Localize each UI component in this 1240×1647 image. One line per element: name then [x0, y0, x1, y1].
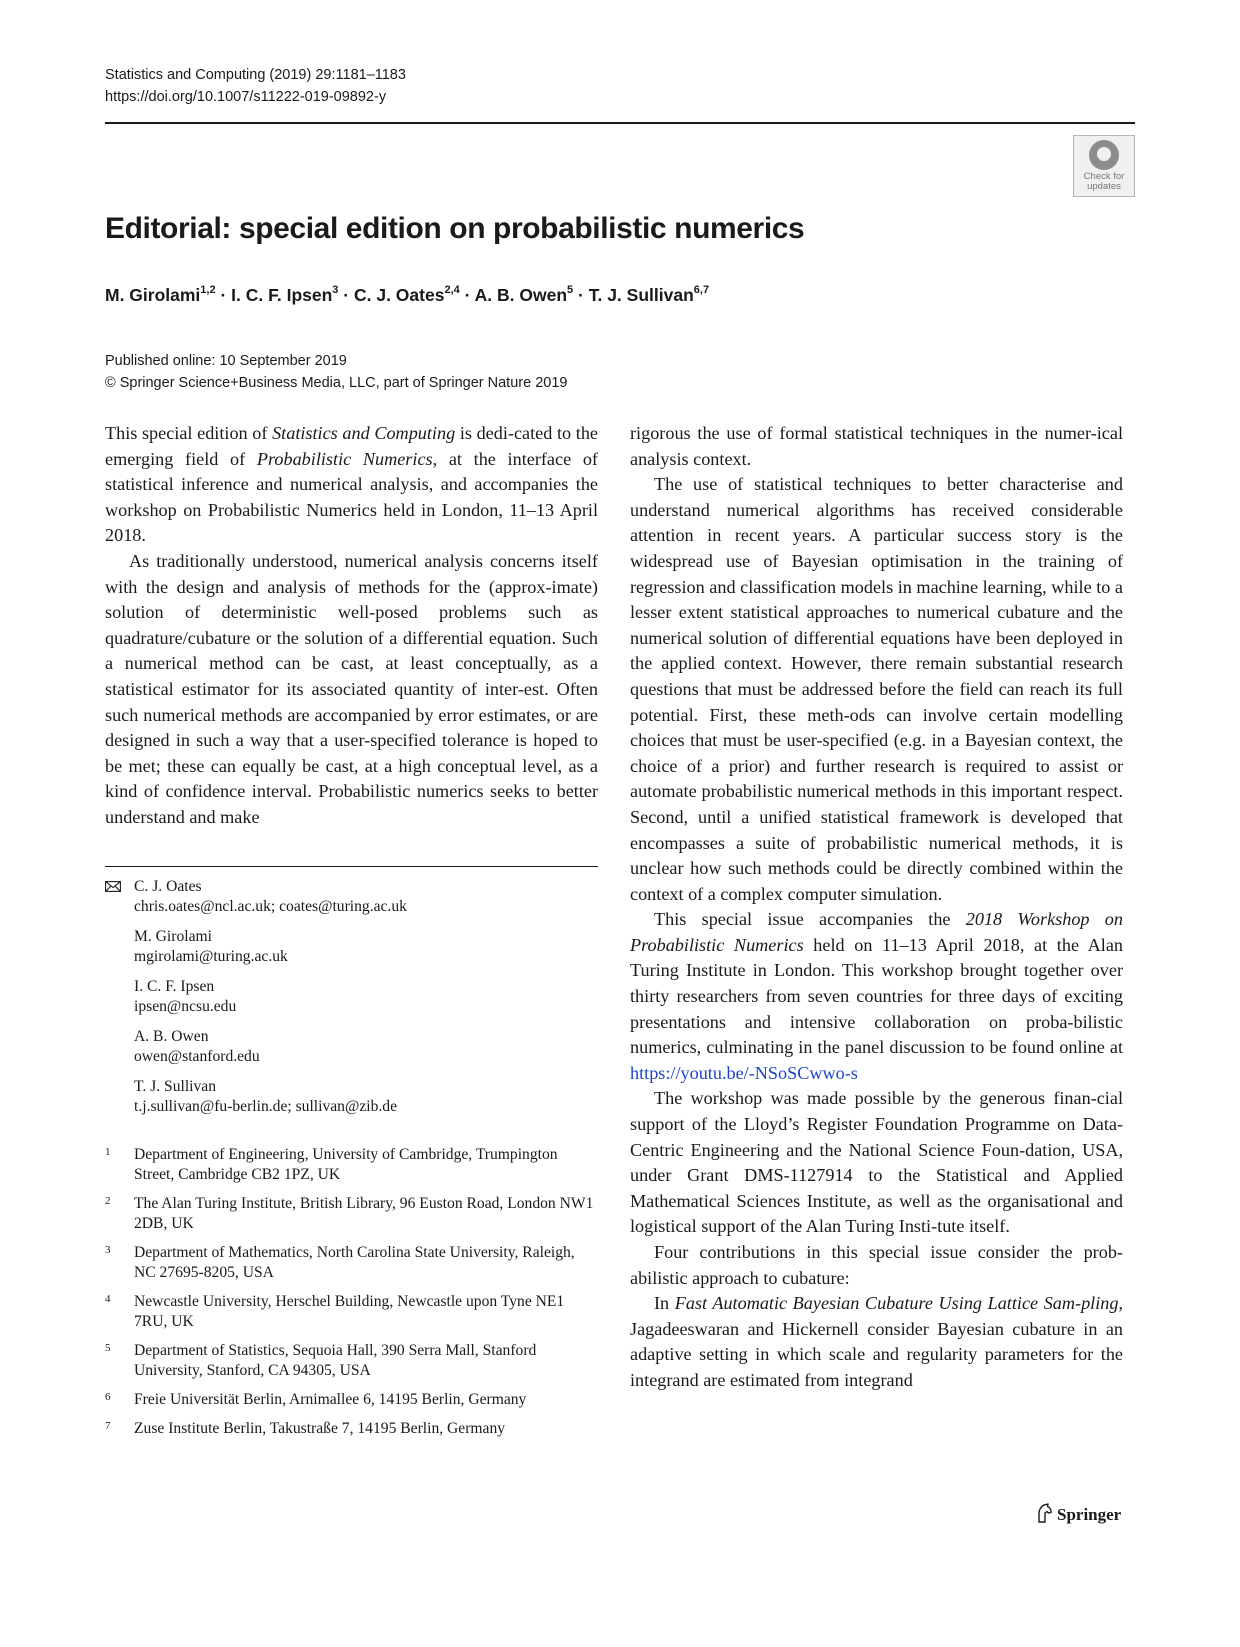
affiliation-item	[105, 1341, 598, 1381]
contact-name: I. C. F. Ipsen	[134, 978, 215, 995]
affiliation-text: Department of Engineering, University of Cambridge, Trumpington Street, Cambridge CB2 1PZ, UK	[134, 1146, 558, 1183]
workshop-video-link[interactable]: https://youtu.be/-NSoSCwwo-s	[630, 1062, 858, 1083]
check-for-updates-button[interactable]	[1073, 135, 1135, 197]
affiliation-item	[105, 1419, 598, 1439]
body-paragraph: rigorous the use of formal statistical techniques in the numer-ical analysis context.	[630, 423, 1123, 469]
body-paragraph: In Fast Automatic Bayesian Cubature Using Lattice Sam-pling, Jagadeeswaran and Hickernell consider Bayesian cubature in an adaptive setting in which scale and regularity parameters for the integrand are estimated from integrand	[630, 1293, 1124, 1390]
contact-name: T. J. Sullivan	[134, 1078, 217, 1095]
copyright-line: © Springer Science+Business Media, LLC, part of Springer Nature 2019	[105, 375, 568, 391]
author-separator: ·	[338, 285, 354, 305]
contact-email[interactable]: chris.oates@ncl.ac.uk; coates@turing.ac.uk	[134, 898, 407, 915]
author-name[interactable]: C. J. Oates	[353, 285, 445, 305]
affiliation-number: 7	[105, 1420, 111, 1432]
published-date: Published online: 10 September 2019	[105, 353, 347, 369]
contact-name: M. Girolami	[134, 928, 212, 945]
contact-entry	[105, 927, 598, 967]
contact-entry	[105, 1077, 598, 1117]
author-affil-ref: 2,4	[444, 284, 460, 296]
body-paragraph: Four contributions in this special issue consider the prob-abilistic approach to cubature:	[630, 1242, 1123, 1288]
author-name[interactable]: I. C. F. Ipsen	[231, 285, 333, 305]
affiliation-number: 4	[105, 1293, 111, 1305]
article-title: Editorial: special edition on probabilistic numerics	[105, 212, 805, 245]
author-name[interactable]: A. B. Owen	[474, 285, 568, 305]
body-paragraph: As traditionally understood, numerical analysis concerns itself with the design and analysis of methods for the (approx-imate) solution of deterministic well-posed problems such as quadrature/cubature or the solution of a differential equation. Such a numerical method can be cast, at least conceptually, as a statistical estimator for its associated quantity of inter-est. Often such numerical methods are accompanied by error estimates, or are designed in such a way that a user-specified tolerance is hoped to be met; these can equally be cast, at a high conceptual level, as a kind of confidence interval. Probabilistic numerics seeks to better understand and make	[105, 550, 598, 827]
doi-link[interactable]: https://doi.org/10.1007/s11222-019-09892-y	[105, 89, 387, 105]
body-paragraph: The use of statistical techniques to better characterise and understand numerical algorithms has received considerable attention in recent years. A particular success story is the widespread use of Bayesian optimisation in the training of regression and classification models in machine learning, while to a lesser extent statistical approaches to numerical cubature and the numerical solution of differential equations have been deployed in the applied context. However, there remain substantial research questions that must be addressed before the field can reach its full potential. First, these meth-ods can involve certain modelling choices that must be user-specified (e.g. in a Bayesian context, the choice of a prior) and further research is required to assist or automate probabilistic numerical methods in this important respect. Second, until a unified statistical framework is developed that encompasses a suite of probabilistic numerical methods, it is unclear how such methods could be directly combined within the context of a complex computer simulation.	[630, 474, 1123, 904]
affiliations-list	[105, 1145, 598, 1448]
check-updates-label-2: updates	[1087, 181, 1121, 192]
contact-entry	[105, 877, 598, 917]
journal-header	[105, 64, 406, 108]
affiliation-item	[105, 1292, 598, 1332]
author-separator: ·	[215, 285, 232, 305]
affiliation-text: Newcastle University, Herschel Building, Newcastle upon Tyne NE1 7RU, UK	[134, 1293, 565, 1330]
left-column	[105, 421, 598, 831]
contact-email[interactable]: t.j.sullivan@fu-berlin.de; sullivan@zib.de	[134, 1098, 398, 1115]
affiliation-text: Department of Mathematics, North Carolina State University, Raleigh, NC 27695-8205, USA	[134, 1244, 575, 1281]
author-name[interactable]: M. Girolami	[105, 285, 201, 305]
body-paragraph: This special edition of Statistics and Computing is dedi-cated to the emerging field of Probabilistic Numerics, at the interface of statistical inference and numerical analysis, and accompanies the workshop on Probabilistic Numerics held in London, 11–13 April 2018.	[105, 423, 598, 546]
affiliation-number: 3	[105, 1244, 111, 1256]
author-separator: ·	[573, 285, 589, 305]
check-updates-label-1: Check for	[1083, 171, 1125, 182]
check-updates-icon	[1089, 140, 1119, 170]
contact-email[interactable]: owen@stanford.edu	[134, 1048, 260, 1065]
affiliation-item	[105, 1390, 598, 1410]
contact-entry	[105, 1027, 598, 1067]
author-affil-ref: 3	[332, 284, 339, 296]
body-paragraph: This special issue accompanies the 2018 Workshop on Probabilistic Numerics held on 11–13 April 2018, at the Alan Turing Institute in London. This workshop brought together over thirty researchers from seven countries for three days of exciting presentations and intensive collaboration on proba-bilistic numerics, culminating in the panel discussion to be found online at https://youtu.be/-NSoSCwwo-s	[630, 909, 1124, 1083]
author-affil-ref: 1,2	[200, 284, 216, 296]
correspondence-block	[105, 877, 598, 1127]
journal-citation: Statistics and Computing (2019) 29:1181–1183	[105, 67, 406, 83]
contact-entry	[105, 977, 598, 1017]
body-paragraph: The workshop was made possible by the generous finan-cial support of the Lloyd’s Register Foundation Programme on Data-Centric Engineering and the National Science Foun-dation, USA, under Grant DMS-1127914 to the Statistical and Applied Mathematical Sciences Institute, as well as the organisational and logistical support of the Alan Turing Insti-tute itself.	[630, 1088, 1123, 1237]
affiliation-text: Freie Universität Berlin, Arnimallee 6, 14195 Berlin, Germany	[134, 1391, 527, 1408]
affiliation-item	[105, 1145, 598, 1185]
affiliation-item	[105, 1243, 598, 1283]
envelope-icon	[105, 881, 121, 892]
publication-info	[105, 350, 567, 394]
affiliation-text: The Alan Turing Institute, British Library, 96 Euston Road, London NW1 2DB, UK	[134, 1195, 594, 1232]
publisher-name: Springer	[1057, 1505, 1122, 1524]
affiliation-number: 5	[105, 1342, 111, 1354]
publisher-logo	[1035, 1503, 1121, 1525]
contact-name: C. J. Oates	[134, 878, 202, 895]
author-list	[105, 285, 709, 306]
contact-email[interactable]: mgirolami@turing.ac.uk	[134, 948, 288, 965]
author-affil-ref: 5	[567, 284, 574, 296]
springer-horse-icon	[1035, 1503, 1053, 1523]
author-separator: ·	[459, 285, 475, 305]
affiliation-text: Zuse Institute Berlin, Takustraße 7, 14195 Berlin, Germany	[134, 1420, 506, 1437]
affiliation-number: 6	[105, 1391, 111, 1403]
affiliation-item	[105, 1194, 598, 1234]
affiliation-number: 2	[105, 1195, 111, 1207]
author-name[interactable]: T. J. Sullivan	[588, 285, 694, 305]
header-rule	[105, 122, 1135, 124]
contact-email[interactable]: ipsen@ncsu.edu	[134, 998, 237, 1015]
footnote-rule	[105, 866, 598, 867]
contact-name: A. B. Owen	[134, 1028, 209, 1045]
affiliation-text: Department of Statistics, Sequoia Hall, 390 Serra Mall, Stanford University, Stanford, CA 94305, USA	[134, 1342, 537, 1379]
author-affil-ref: 6,7	[693, 284, 710, 296]
right-column	[630, 421, 1123, 1394]
affiliation-number: 1	[105, 1146, 111, 1158]
